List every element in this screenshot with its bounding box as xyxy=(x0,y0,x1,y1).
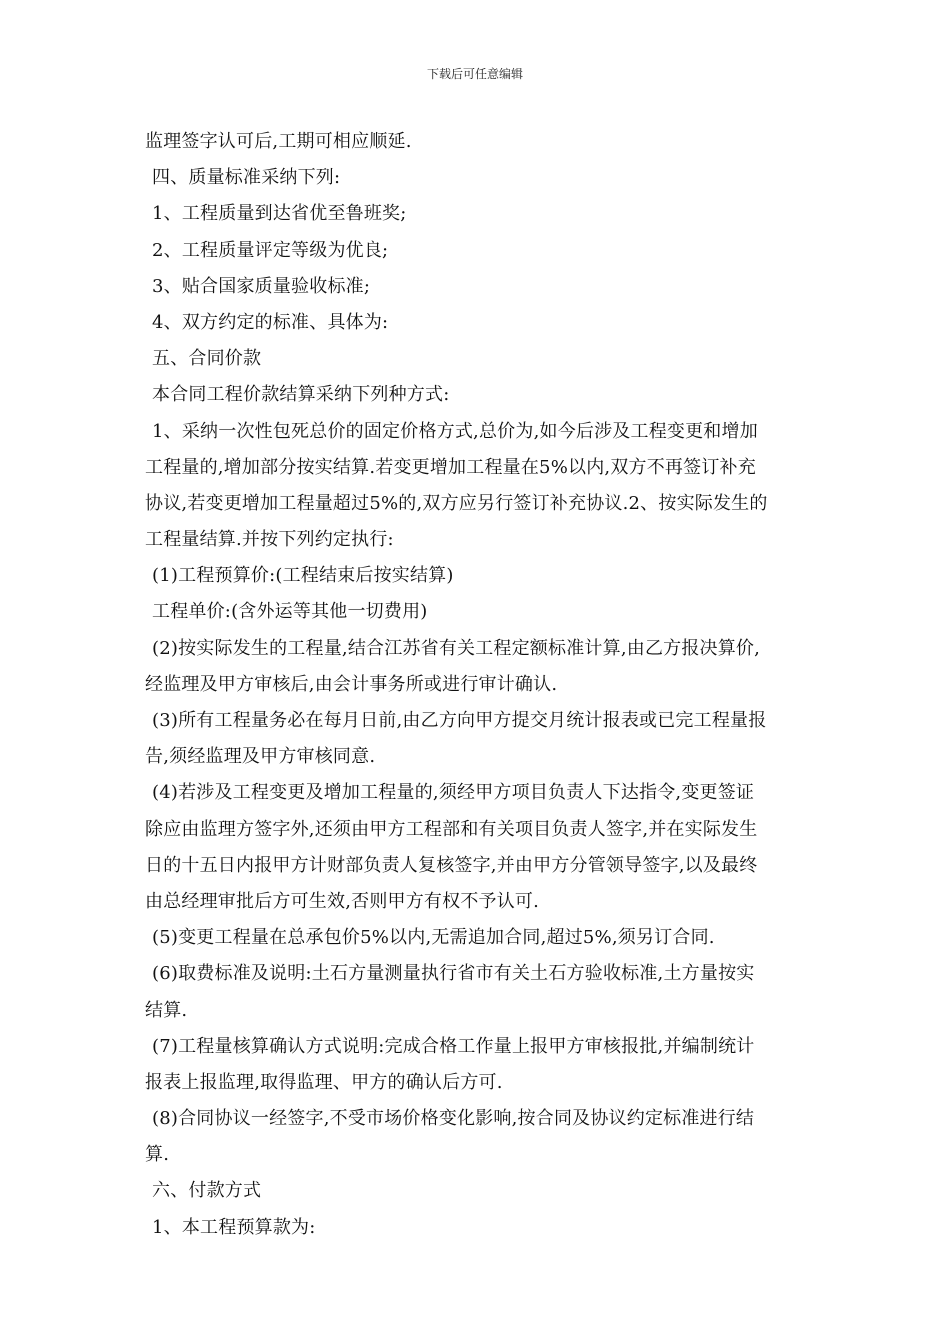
paragraph-line: 五、合同价款 xyxy=(152,348,262,370)
paragraph-line: 六、付款方式 xyxy=(152,1180,262,1202)
paragraph-line: 由总经理审批后方可生效,否则甲方有权不予认可. xyxy=(145,890,540,912)
paragraph-line: 经监理及甲方审核后,由会计事务所或进行审计确认. xyxy=(145,673,558,695)
paragraph-line: 报表上报监理,取得监理、甲方的确认后方可. xyxy=(145,1071,503,1093)
paragraph-line: 日的十五日内报甲方计财部负责人复核签字,并由甲方分管领导签字,以及最终 xyxy=(145,854,758,876)
paragraph-line: 告,须经监理及甲方审核同意. xyxy=(145,746,376,768)
paragraph-line: (5)变更工程量在总承包价5%以内,无需追加合同,超过5%,须另订合同. xyxy=(152,927,715,949)
paragraph-line: 算. xyxy=(145,1144,170,1166)
document-body xyxy=(145,128,810,1250)
paragraph-line: (3)所有工程量务必在每月日前,由乙方向甲方提交月统计报表或已完工程量报 xyxy=(152,710,767,731)
paragraph-line: 1、本工程预算款为: xyxy=(152,1216,316,1238)
paragraph-line: 监理签字认可后,工期可相应顺延. xyxy=(145,131,412,152)
paragraph-line: 工程量的,增加部分按实结算.若变更增加工程量在5%以内,双方不再签订补充 xyxy=(145,456,756,478)
page-header: 下载后可任意编辑 xyxy=(426,67,523,81)
paragraph-line: 1、采纳一次性包死总价的固定价格方式,总价为,如今后涉及工程变更和增加 xyxy=(152,420,758,442)
paragraph-line: 本合同工程价款结算采纳下列种方式: xyxy=(152,384,450,406)
paragraph-line: (6)取费标准及说明:土石方量测量执行省市有关土石方验收标准,土方量按实 xyxy=(152,963,755,985)
paragraph-line: (2)按实际发生的工程量,结合江苏省有关工程定额标准计算,由乙方报决算价, xyxy=(152,637,761,659)
paragraph-line: (7)工程量核算确认方式说明:完成合格工作量上报甲方审核报批,并编制统计 xyxy=(152,1035,755,1057)
paragraph-line: 结算. xyxy=(145,999,188,1021)
paragraph-line: 协议,若变更增加工程量超过5%的,双方应另行签订补充协议.2、按实际发生的 xyxy=(145,492,768,514)
paragraph-line: (4)若涉及工程变更及增加工程量的,须经甲方项目负责人下达指令,变更签证 xyxy=(152,782,755,804)
paragraph-line: 四、质量标准采纳下列: xyxy=(152,167,341,189)
paragraph-line: (8)合同协议一经签字,不受市场价格变化影响,按合同及协议约定标准进行结 xyxy=(152,1108,755,1130)
paragraph-line: 2、工程质量评定等级为优良; xyxy=(152,239,389,261)
paragraph-line: (1)工程预算价:(工程结束后按实结算) xyxy=(152,565,454,587)
paragraph-line: 3、贴合国家质量验收标准; xyxy=(152,275,371,297)
paragraph-line: 工程量结算.并按下列约定执行: xyxy=(145,529,394,551)
paragraph-line: 除应由监理方签字外,还须由甲方工程部和有关项目负责人签字,并在实际发生 xyxy=(145,818,758,840)
paragraph-line: 4、双方约定的标准、具体为: xyxy=(152,311,389,333)
paragraph-line: 1、工程质量到达省优至鲁班奖; xyxy=(152,203,407,225)
paragraph-line: 工程单价:(含外运等其他一切费用) xyxy=(152,601,428,623)
